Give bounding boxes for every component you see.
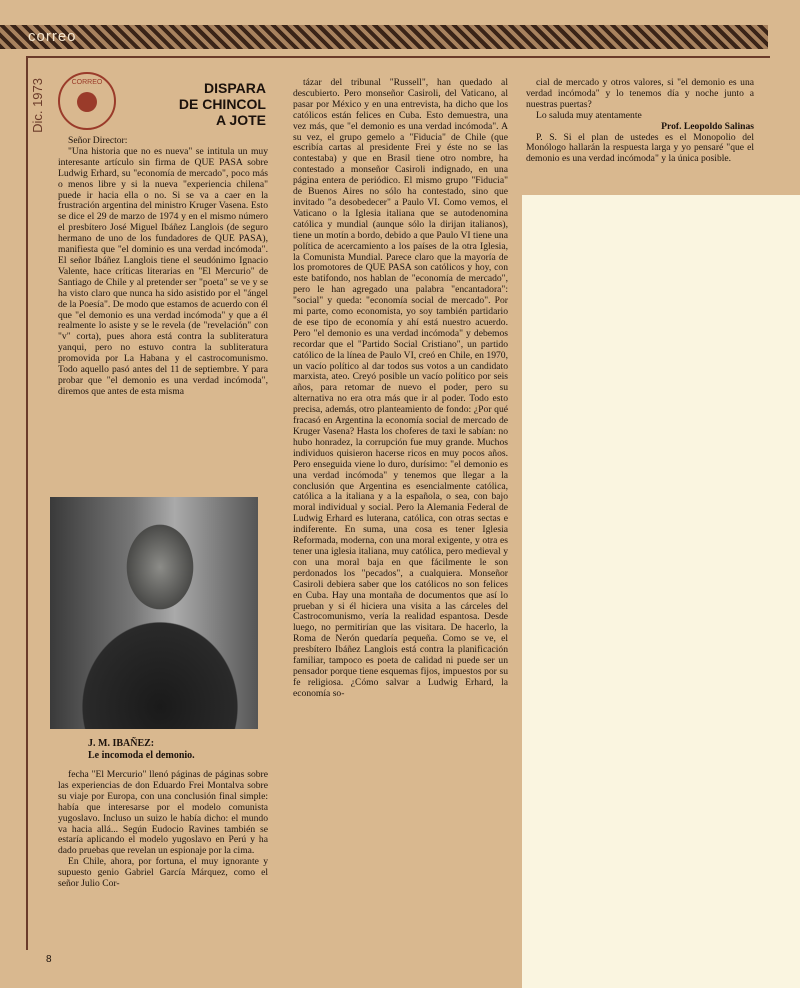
caption-name: J. M. IBAÑEZ: (88, 738, 155, 749)
caption-subtitle: Le incomoda el demonio. (88, 750, 195, 761)
column-3 (526, 78, 754, 165)
col2-body: tázar del tribunal "Russell", han quedado al descubierto. Pero monseñor Casiroli, del Vaticano, al pasar por México y en una entrevista, ha dicho que los católicos están felices en Cuba. Esto demuestra, una vez más, que "el demonio es una verdad incómoda". A su vez, el grupo gemelo a "Fiducia" de Chile (que escribía cartas al presidente Frei y éste no se las contestaba) y que en Brasil tiene otro nombre, ha contestado a monseñor Casiroli indignado, en una página entera de periódico. El mismo grupo "Fiducia" de Buenos Aires no sólo ha contestado, sino que invitado "a desobedecer" a Paulo VI. Como vemos, el Vaticano o la Iglesia italiana que se autodenomina católica y mundial (aunque sólo la dirijan italianos), tiene un motín a bordo, debido a que Paulo VI tiene una política de acercamiento a los países de la otra Iglesia, la Comunista Mundial. Parece claro que la mayoría de los promotores de QUE PASA son católicos y hoy, con este batifondo, nos hablan de "economía de mercado", pero le han agregado una palabra "encantadora": "social" y queda: "economía social de mercado". Por mi parte, como economista, yo soy también partidario de ese tipo de economía y ahí está nuestro acuerdo. Pero "el demonio es una verdad incómoda" y debemos recordar que el "Partido Social Cristiano", un partido católico de la línea de Paulo VI, creó en Chile, en 1970, un vacío político al dar todos sus votos a un candidato marxista, ateo. Creyó posible un vacío político por seis años, para retomar de nuevo el poder, pero su alternativa no era otra más que ir al poder. Todo esto precisa, además, otro planteamiento de fondo: ¿Por qué fracasó en Argentina la economía social de mercado de Kruger Vasena? Hasta los choferes de taxi le sabían: no hubo honradez, la corrupción fue muy grande. Muchos individuos quisieron hacerse ricos en muy pocos años. Pero enseguida viene lo duro, durísimo: "el demonio es una verdad incómoda" y tenemos que llegar a la conclusión que Argentina es esencialmente católica, católica a la italiana y a la española, o sea, con bajo moral individual y social. Pero la Alemania Federal de Ludwig Erhard es luterana, católica, con otras sectas e indiferente. En suma, una cosa es tener Iglesia Reformada, moderna, con una moral exigente, y otra es tener una iglesia italiana, muy católica, pero medieval y con una moral baja en que fácilmente le son perdonados los "pecados", a cualquiera. Monseñor Casiroli debiera saber que los católicos no son felices en Cuba. Hay una montaña de documentos que así lo prueban y si él hiciera una visita a las cárceles del Castrocomunismo, vería la realidad espantosa. Desde luego, no permitirían que las visitara. De hacerlo, la Roma de Nerón quedaría pequeña. Como se ve, el presbítero Ibáñez Langlois está contra la planificación familiar, tampoco es poeta de calidad ni puede ser un pensador porque tiene esquemas fijos, impuestos por su fe religiosa. ¿Cómo salvar a Ludwig Erhard, la economía so- (293, 77, 508, 699)
portrait-photo (50, 497, 258, 729)
col1c-body: En Chile, ahora, por fortuna, el muy ignorante y supuesto genio Gabriel García Márquez, como el señor Julio Cor- (58, 856, 268, 890)
page-number: 8 (46, 954, 52, 965)
article-title (160, 80, 266, 128)
col1-body: "Una historia que no es nueva" se intitula un muy interesante artículo sin firma de QUE PASA sobre Ludwig Erhard, su "economía de mercado", poco más o menos libre y si la nueva "experiencia chilena" puede ir hacia ella o no. Si se va a caer en la frustración argentina del ministro Kruger Vasena. Esto se dice el 29 de marzo de 1974 y en el mismo número el presbítero José Miguel Ibáñez Langlois (de seguro hermano de uno de los fundadores de QUE PASA), manifiesta que "el dominio es una verdad incómoda". El señor Ibáñez Langlois tiene el seudónimo Ignacio Valente, hace críticas literarias en "El Mercurio" de Santiago de Chile y al pretender ser "poeta" se ve y se ha visto claro que nunca ha sido asistido por el "ángel de la Poesía". De modo que estamos de acuerdo con él que "el demonio es una verdad incómoda" y que a él realmente lo asiste y se le revela (de "revelación" con "v" corta), pues ahora está contra la subliteratura yanqui, pero no estuvo contra la subliteratura promovida por La Habana y el castrocomunismo. Todo aquello pasó antes del 11 de septiembre. Y para probar que "el demonio es una verdad incómoda", diremos que antes de esta misma (58, 145, 268, 397)
photo-caption (58, 738, 258, 762)
closing: Lo saluda muy atentamente (536, 109, 642, 121)
section-label: correo (28, 28, 77, 45)
postscript: P. S. Si el plan de ustedes es el Monopolio del Monólogo hallarán la respuesta larga y yo pensaré "que el demonio es una verdad incómoda" y la única posible. (526, 131, 754, 165)
seal-text: CORREO (71, 79, 103, 86)
seal-core-icon (77, 92, 97, 112)
col3-body: cial de mercado y otros valores, si "el demonio es una verdad incómoda" y lo tenemos día y noche junto a nuestras puertas? (526, 77, 754, 110)
salutation: Señor Director: (68, 135, 128, 146)
handwritten-stamp: Dic. 1973 (30, 78, 45, 133)
column-1-bottom (58, 770, 268, 890)
signature: Prof. Leopoldo Salinas (661, 120, 754, 132)
section-header-bar (0, 25, 768, 49)
column-1-top (58, 136, 268, 398)
title-line-3: A JOTE (215, 112, 266, 128)
blank-paper-area (522, 195, 800, 988)
title-line-2: DE CHINCOL (178, 96, 266, 112)
column-2 (293, 78, 508, 700)
correo-seal-logo (58, 72, 116, 130)
col1b-body: fecha "El Mercurio" llenó páginas de páginas sobre las experiencias de don Eduardo Frei Montalva sobre su viaje por Europa, con una conclusión final simple: había que interesarse por el modelo comunista yugoslavo. Incluso un suizo le había dicho: el mundo va hacia allá... Según Eudocio Ravines también se estaría aplicando el modelo yugoslavo en Perú y ha dado pruebas que revelan un espionaje por la cima. (58, 769, 268, 857)
title-line-1: DISPARA (204, 80, 266, 96)
